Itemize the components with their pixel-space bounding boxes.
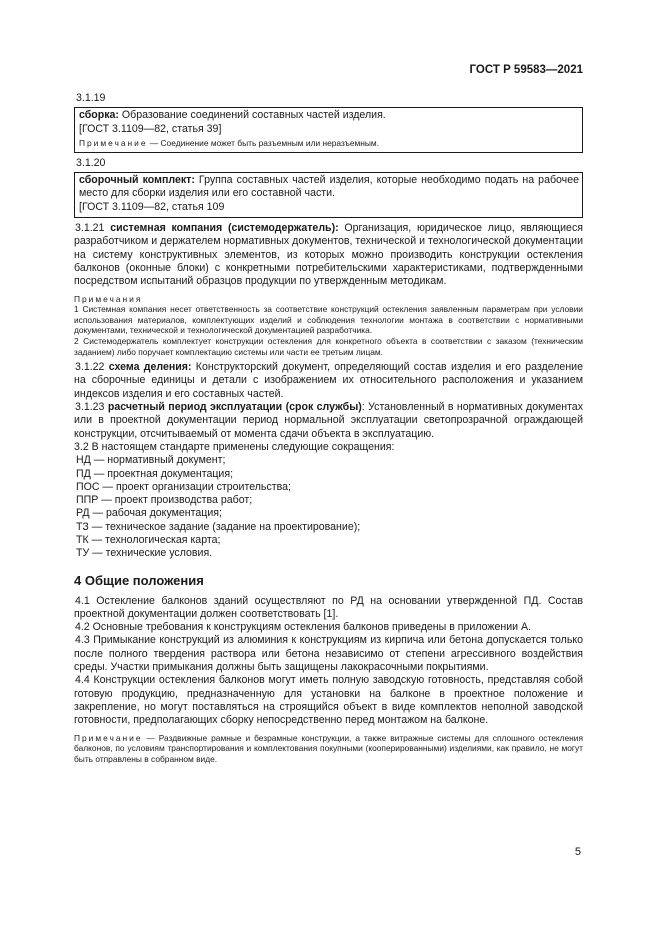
list-item: ТЗ — техническое задание (задание на проектирование);: [76, 520, 361, 533]
clause-number: 3.1.19: [76, 92, 106, 104]
abbreviations-intro: 3.2 В настоящем стандарте применены следующие сокращения:: [74, 440, 395, 453]
page-content: [74, 92, 583, 764]
definition-reference: [ГОСТ 3.1109—82, статья 109: [79, 200, 225, 213]
abbreviations-list: [74, 454, 583, 560]
note-text: — Раздвижные рамные и безрамные конструкции, а также витражные системы для сплошного остекления балконов, по условиям транспортирования и комплектования покупными (кооперированными) изделиями, как правило, не могут быть отправлены в собранном виде.: [74, 732, 583, 764]
page-number: 5: [574, 846, 581, 858]
list-item: ТК — технологическая карта;: [76, 533, 221, 546]
section-paragraph: 4.2 Основные требования к конструкциям остекления балконов приведены в приложении А.: [75, 621, 532, 634]
notes-label: Примечания: [74, 293, 143, 304]
definition-term: расчетный период эксплуатации (срок службы): [107, 401, 362, 414]
note-1: 1 Системная компания несет ответственность за соответствие конструкций остекления заявленным параметрам при условии использования материалов, комплектующих изделий и соблюдения технологии монтажа в соответствии с нормативными документами, технической и технологической документацией разработчика.: [74, 304, 583, 336]
definition-reference: [ГОСТ 3.1109—82, статья 39]: [79, 122, 222, 135]
definition-body: Группа составных частей изделия, которые необходимо подать на рабочее место для сборки изделия или его составной части.: [79, 174, 579, 200]
definition-body: Конструкторский документ, определяющий состав изделия и его разделение на сборочные единицы и детали с изображением их относительного расположения и указанием индексов изделия и его составных частей.: [74, 361, 583, 400]
note-2: 2 Системодержатель комплектует конструкции остекления для конкретного объекта в соответствии с заказом (техническим заданием) либо поручает комплектацию системы или части ее третьим лицам.: [74, 335, 583, 357]
list-item: НД — нормативный документ;: [76, 454, 226, 467]
section-heading: 4 Общие положения: [74, 572, 204, 588]
document-id: ГОСТ Р 59583—2021: [469, 64, 583, 76]
clause-number: 3.1.22: [75, 361, 105, 374]
clause-paragraph: [74, 361, 583, 401]
definition-body: : Установленный в нормативных документах или в проектной документации период нормальной эксплуатации светопрозрачной ограждающей конструкции, отсчитываемый от момента сдачи объекта в эксплуатацию.: [74, 401, 583, 440]
section-paragraph: 4.1 Остекление балконов зданий осуществляют по РД на основании утвержденной ПД. Состав проектной документации должен соответствовать [1].: [74, 594, 583, 620]
note-text-block: [74, 733, 583, 765]
definition-term: схема деления:: [108, 361, 192, 374]
definition-note: [79, 138, 579, 149]
notes-block: [74, 294, 583, 358]
list-item: ППР — проект производства работ;: [76, 494, 253, 507]
definition-box: [74, 107, 583, 153]
list-item: ТУ — технические условия.: [76, 547, 213, 560]
definition-body: Организация, юридическое лицо, являющиеся разработчиком и держателем нормативных документов, технической и технологической документации на систему конструктивных элементов, из которых можно производить конструкции остекления балконов (оконные блоки) с конкретными потребительскими характеристиками, подтвержденными посредством испытаний образцов продукции по утвержденным методикам.: [74, 222, 583, 288]
list-item: РД — рабочая документация;: [76, 507, 222, 520]
definition-text: [79, 109, 579, 122]
definition-term: сборочный комплект:: [79, 174, 195, 187]
section-note: [74, 733, 583, 765]
definition-body: Образование соединений составных частей изделия.: [118, 109, 386, 122]
note-text: — Соединение может быть разъемным или неразъемным.: [147, 137, 380, 148]
list-item: ПД — проектная документация;: [76, 467, 234, 480]
list-item: ПОС — проект организации строительства;: [76, 480, 291, 493]
clause-paragraph: [74, 401, 583, 441]
clause-number: 3.1.23: [75, 401, 105, 414]
definition-text: [79, 174, 579, 201]
note-label: Примечание: [79, 137, 148, 148]
definition-box: [74, 172, 583, 218]
section-paragraph: 4.4 Конструкции остекления балконов могут иметь полную заводскую готовность, представляя собой готовую продукцию, предназначенную для установки на балконе в проектное положение и закрепление, но могут поставляться на строящийся объект в виде комплектов неполной заводской готовности, предполагающих сборку непосредственно перед монтажом на балконе.: [74, 674, 583, 727]
clause-number: 3.1.20: [76, 156, 106, 169]
section-paragraph: 4.3 Примыкание конструкций из алюминия к конструкциям из кирпича или бетона допускается только после полного твердения раствора или бетона независимо от степени агрессивного воздействия среды. Участки примыкания должны быть защищены лакокрасочными покрытиями.: [74, 634, 583, 674]
definition-term: системная компания (системодержатель):: [110, 222, 339, 235]
definition-term: сборка:: [79, 109, 119, 122]
clause-number: 3.1.21: [75, 222, 105, 235]
clause-paragraph: [74, 222, 583, 288]
note-label: Примечание: [74, 732, 143, 743]
